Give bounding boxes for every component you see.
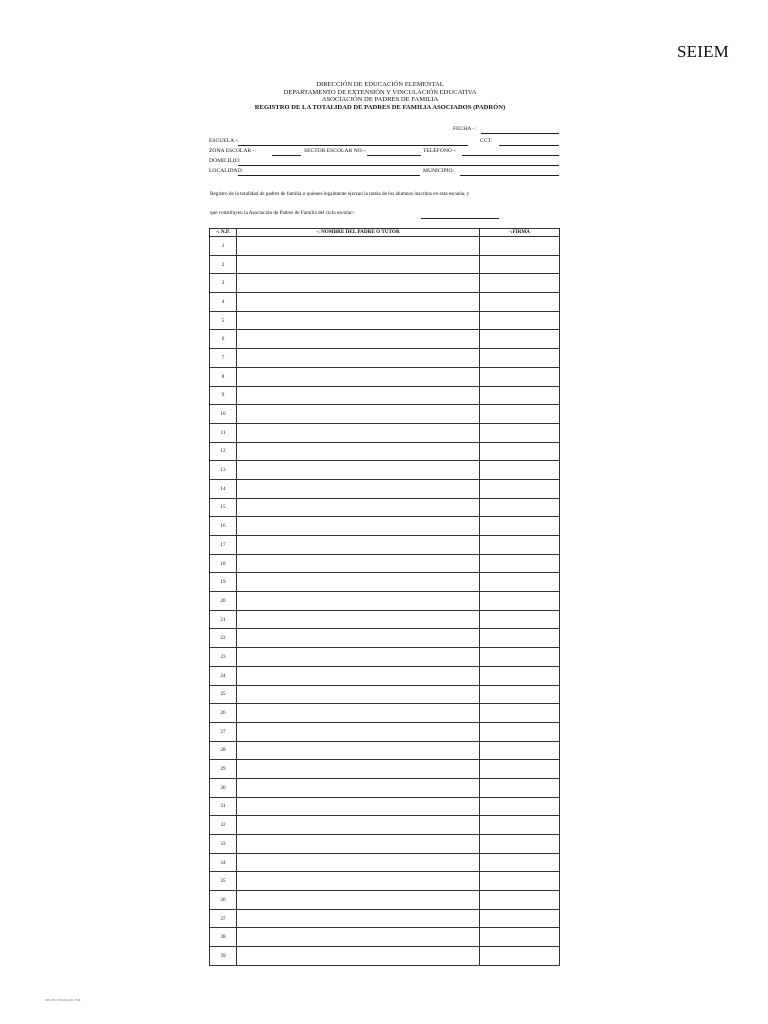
- nombre-cell[interactable]: [237, 853, 480, 872]
- firma-cell[interactable]: [480, 237, 560, 256]
- row-number: 19: [210, 573, 237, 592]
- nombre-cell[interactable]: [237, 592, 480, 611]
- table-row: [210, 386, 560, 405]
- table-row: [210, 274, 560, 293]
- row-number: 24: [210, 666, 237, 685]
- firma-cell[interactable]: [480, 872, 560, 891]
- row-number: 17: [210, 536, 237, 555]
- row-number: 14: [210, 479, 237, 498]
- firma-cell[interactable]: [480, 797, 560, 816]
- row-number: 3: [210, 274, 237, 293]
- fecha-field[interactable]: [481, 133, 559, 134]
- localidad-field[interactable]: [238, 175, 420, 176]
- row-number: 2: [210, 255, 237, 274]
- row-number: 37: [210, 909, 237, 928]
- nombre-cell[interactable]: [237, 610, 480, 629]
- nombre-cell[interactable]: [237, 517, 480, 536]
- firma-cell[interactable]: [480, 461, 560, 480]
- firma-cell[interactable]: [480, 367, 560, 386]
- table-row: [210, 554, 560, 573]
- row-number: 8: [210, 367, 237, 386]
- firma-cell[interactable]: [480, 891, 560, 910]
- domicilio-field[interactable]: [238, 165, 559, 166]
- row-number: 12: [210, 442, 237, 461]
- nombre-cell[interactable]: [237, 629, 480, 648]
- nombre-cell[interactable]: [237, 891, 480, 910]
- zona-field[interactable]: [272, 155, 301, 156]
- header-line-2: DEPARTAMENTO DE EXTENSIÓN Y VINCULACIÓN EDUCATIVA: [283, 88, 477, 96]
- row-number: 31: [210, 797, 237, 816]
- fecha-label: FECHA -:: [453, 126, 476, 132]
- firma-cell[interactable]: [480, 629, 560, 648]
- firma-cell[interactable]: [480, 554, 560, 573]
- firma-cell[interactable]: [480, 423, 560, 442]
- row-number: 1: [210, 237, 237, 256]
- nombre-cell[interactable]: [237, 797, 480, 816]
- table-row: [210, 573, 560, 592]
- firma-cell[interactable]: [480, 778, 560, 797]
- row-number: 9: [210, 386, 237, 405]
- firma-cell[interactable]: [480, 760, 560, 779]
- table-row: [210, 872, 560, 891]
- nombre-cell[interactable]: [237, 648, 480, 667]
- table-row: [210, 629, 560, 648]
- sector-label: SECTOR ESCOLAR NO.-:: [304, 148, 367, 154]
- firma-cell[interactable]: [480, 704, 560, 723]
- nombre-cell[interactable]: [237, 311, 480, 330]
- row-number: 20: [210, 592, 237, 611]
- table-row: [210, 255, 560, 274]
- nombre-cell[interactable]: [237, 536, 480, 555]
- table-row: [210, 517, 560, 536]
- firma-cell[interactable]: [480, 311, 560, 330]
- cct-field[interactable]: [499, 145, 559, 146]
- nombre-cell[interactable]: [237, 554, 480, 573]
- row-number: 32: [210, 816, 237, 835]
- np-header: -: N.P.: [210, 229, 237, 237]
- firma-cell[interactable]: [480, 517, 560, 536]
- firma-cell[interactable]: [480, 722, 560, 741]
- telefono-label: TELÉFONO -:: [423, 148, 457, 154]
- table-row: [210, 816, 560, 835]
- footer-code: DFA-FO-Y-08-08-2011-7504: [45, 998, 81, 1002]
- escuela-label: ESCUELA -:: [209, 138, 239, 144]
- nombre-cell[interactable]: [237, 816, 480, 835]
- row-number: 28: [210, 741, 237, 760]
- padron-body: [210, 237, 560, 966]
- table-header-row: [210, 229, 560, 237]
- table-row: [210, 610, 560, 629]
- firma-cell[interactable]: [480, 853, 560, 872]
- sector-field[interactable]: [367, 155, 421, 156]
- firma-cell[interactable]: [480, 255, 560, 274]
- row-number: 13: [210, 461, 237, 480]
- firma-cell[interactable]: [480, 741, 560, 760]
- firma-cell[interactable]: [480, 666, 560, 685]
- nombre-cell[interactable]: [237, 293, 480, 312]
- registro-paragraph-line-2: que constituyen la Asociación de Padres de Familia del ciclo escolar:-: [210, 210, 355, 216]
- nombre-cell[interactable]: [237, 461, 480, 480]
- nombre-cell[interactable]: [237, 704, 480, 723]
- nombre-cell[interactable]: [237, 778, 480, 797]
- table-row: [210, 835, 560, 854]
- padron-table: [209, 228, 560, 966]
- header-line-3: ASOCIACIÓN DE PADRES DE FAMILIA: [321, 96, 439, 104]
- firma-cell[interactable]: [480, 592, 560, 611]
- row-number: 33: [210, 835, 237, 854]
- table-row: [210, 909, 560, 928]
- row-number: 16: [210, 517, 237, 536]
- row-number: 38: [210, 928, 237, 947]
- table-row: [210, 311, 560, 330]
- nombre-cell[interactable]: [237, 405, 480, 424]
- firma-cell[interactable]: [480, 928, 560, 947]
- table-row: [210, 760, 560, 779]
- firma-cell[interactable]: [480, 536, 560, 555]
- table-row: [210, 853, 560, 872]
- nombre-cell[interactable]: [237, 685, 480, 704]
- escuela-field[interactable]: [238, 145, 468, 146]
- table-row: [210, 423, 560, 442]
- row-number: 34: [210, 853, 237, 872]
- domicilio-label: DOMICILIO:: [209, 158, 241, 164]
- nombre-cell[interactable]: [237, 835, 480, 854]
- row-number: 4: [210, 293, 237, 312]
- firma-cell[interactable]: [480, 573, 560, 592]
- firma-cell[interactable]: [480, 386, 560, 405]
- nombre-cell[interactable]: [237, 573, 480, 592]
- row-number: 5: [210, 311, 237, 330]
- row-number: 36: [210, 891, 237, 910]
- table-row: [210, 891, 560, 910]
- table-row: [210, 349, 560, 368]
- telefono-field[interactable]: [462, 155, 559, 156]
- nombre-cell[interactable]: [237, 237, 480, 256]
- nombre-cell[interactable]: [237, 498, 480, 517]
- row-number: 27: [210, 722, 237, 741]
- table-row: [210, 722, 560, 741]
- nombre-cell[interactable]: [237, 872, 480, 891]
- table-row: [210, 237, 560, 256]
- table-row: [210, 367, 560, 386]
- firma-cell[interactable]: [480, 816, 560, 835]
- firma-cell[interactable]: [480, 274, 560, 293]
- firma-cell[interactable]: [480, 442, 560, 461]
- table-row: [210, 778, 560, 797]
- table-row: [210, 648, 560, 667]
- nombre-cell[interactable]: [237, 741, 480, 760]
- firma-header: -:FIRMA: [480, 229, 560, 237]
- firma-cell[interactable]: [480, 479, 560, 498]
- municipio-label: MUNICIPIO:: [423, 168, 455, 174]
- firma-cell[interactable]: [480, 498, 560, 517]
- table-row: [210, 405, 560, 424]
- zona-label: ZONA ESCOLAR -:: [209, 148, 256, 154]
- nombre-cell[interactable]: [237, 722, 480, 741]
- nombre-cell[interactable]: [237, 274, 480, 293]
- firma-cell[interactable]: [480, 349, 560, 368]
- row-number: 6: [210, 330, 237, 349]
- document-header: [190, 81, 570, 111]
- table-row: [210, 293, 560, 312]
- firma-cell[interactable]: [480, 405, 560, 424]
- firma-cell[interactable]: [480, 685, 560, 704]
- table-row: [210, 592, 560, 611]
- nombre-cell[interactable]: [237, 367, 480, 386]
- row-number: 25: [210, 685, 237, 704]
- nombre-cell[interactable]: [237, 423, 480, 442]
- row-number: 35: [210, 872, 237, 891]
- document-title: REGISTRO DE LA TOTALIDAD DE PADRES DE FAMILIA ASOCIADOS (PADRÓN): [254, 103, 506, 111]
- nombre-cell[interactable]: [237, 909, 480, 928]
- registro-paragraph-line-1: Registro de la totalidad de padres de familia o quienes legalmente ejerzan la tutela de los alumnos inscritos en esta escuela, y: [210, 191, 470, 197]
- table-row: [210, 685, 560, 704]
- nombre-cell[interactable]: [237, 666, 480, 685]
- firma-cell[interactable]: [480, 648, 560, 667]
- table-row: [210, 947, 560, 966]
- row-number: 11: [210, 423, 237, 442]
- table-row: [210, 330, 560, 349]
- table-row: [210, 704, 560, 723]
- row-number: 23: [210, 648, 237, 667]
- cct-label: CCT:: [480, 138, 493, 144]
- nombre-cell[interactable]: [237, 386, 480, 405]
- nombre-cell[interactable]: [237, 928, 480, 947]
- nombre-cell[interactable]: [237, 947, 480, 966]
- row-number: 7: [210, 349, 237, 368]
- table-row: [210, 797, 560, 816]
- nombre-header: -: NOMBRE DEL PADRE O TUTOR: [237, 229, 480, 237]
- nombre-cell[interactable]: [237, 479, 480, 498]
- firma-cell[interactable]: [480, 909, 560, 928]
- row-number: 15: [210, 498, 237, 517]
- table-row: [210, 498, 560, 517]
- table-row: [210, 928, 560, 947]
- firma-cell[interactable]: [480, 330, 560, 349]
- nombre-cell[interactable]: [237, 330, 480, 349]
- table-row: [210, 666, 560, 685]
- nombre-cell[interactable]: [237, 255, 480, 274]
- nombre-cell[interactable]: [237, 442, 480, 461]
- nombre-cell[interactable]: [237, 349, 480, 368]
- table-row: [210, 461, 560, 480]
- table-row: [210, 479, 560, 498]
- seiem-logo: SEIEM: [677, 42, 729, 61]
- row-number: 18: [210, 554, 237, 573]
- firma-cell[interactable]: [480, 610, 560, 629]
- localidad-label: LOCALIDAD:: [209, 168, 244, 174]
- header-line-1: DIRECCIÓN DE EDUCACIÓN ELEMENTAL: [316, 81, 444, 88]
- municipio-field[interactable]: [460, 175, 559, 176]
- row-number: 21: [210, 610, 237, 629]
- firma-cell[interactable]: [480, 293, 560, 312]
- row-number: 29: [210, 760, 237, 779]
- row-number: 39: [210, 947, 237, 966]
- row-number: 30: [210, 778, 237, 797]
- table-row: [210, 536, 560, 555]
- firma-cell[interactable]: [480, 835, 560, 854]
- table-row: [210, 741, 560, 760]
- table-row: [210, 442, 560, 461]
- row-number: 22: [210, 629, 237, 648]
- firma-cell[interactable]: [480, 947, 560, 966]
- nombre-cell[interactable]: [237, 760, 480, 779]
- row-number: 10: [210, 405, 237, 424]
- row-number: 26: [210, 704, 237, 723]
- ciclo-escolar-field[interactable]: [421, 218, 499, 219]
